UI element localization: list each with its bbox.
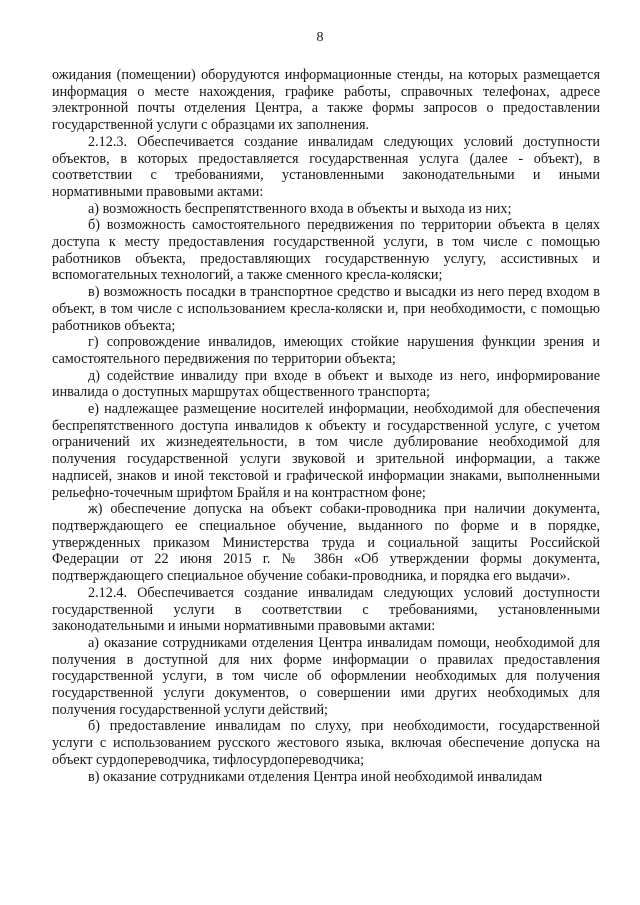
paragraph-continuation: ожидания (помещении) оборудуются информационные стенды, на которых размещается информация о месте нахождения, графике работы, справочных телефонах, адресе электронной почты отделения Центра, а также формы запросов о предоставлении государственной услуги с образцами их заполнения. [52, 67, 600, 134]
list-item-e: е) надлежащее размещение носителей информации, необходимой для обеспечения беспрепятственного доступа инвалидов к объекту и государственной услуге, с учетом ограничений их жизнедеятельности, в том числе дублирование необходимой для получения государственной услуги звуковой и зрительной информации, а также надписей, знаков и иной текстовой и графической информации знаками, выполненными рельефно-точечным шрифтом Брайля и на контрастном фоне; [52, 401, 600, 501]
list-item-a: а) возможность беспрепятственного входа в объекты и выхода из них; [88, 200, 512, 217]
list-item-a-2: а) оказание сотрудниками отделения Центра инвалидам помощи, необходимой для получения в доступной для них форме информации о правилах предоставления государственной услуги, в том числе об оформлении необходимых для получения государственной услуги документов, о совершении ими других необходимых для получения государственной услуги действий; [52, 634, 600, 718]
paragraph-2-12-4: 2.12.4. Обеспечивается создание инвалидам следующих условий доступности государственной услуги в соответствии с требованиями, установленными законодательными и иными нормативными правовыми актами: [52, 584, 600, 635]
list-item-v-2: в) оказание сотрудниками отделения Центра иной необходимой инвалидам [88, 768, 543, 785]
paragraph-2-12-3: 2.12.3. Обеспечивается создание инвалидам следующих условий доступности объектов, в которых предоставляется государственная услуга (далее - объект), в соответствии с требованиями, установленными законодательными и иными нормативными правовыми актами: [52, 133, 600, 200]
list-item-g: г) сопровождение инвалидов, имеющих стойкие нарушения функции зрения и самостоятельного передвижения по территории объекта; [52, 334, 600, 367]
list-item-b-2: б) предоставление инвалидам по слуху, при необходимости, государственной услуги с использованием русского жестового языка, включая обеспечение допуска на объект сурдопереводчика, тифлосурдопереводчика; [52, 718, 600, 768]
document-body [52, 67, 600, 785]
list-item-v: в) возможность посадки в транспортное средство и высадки из него перед входом в объект, в том числе с использованием кресла-коляски и, при необходимости, с помощью работников объекта; [52, 284, 600, 334]
list-item-b: б) возможность самостоятельного передвижения по территории объекта в целях доступа к месту предоставления государственной услуги, в том числе с помощью работников объекта, предоставляющих государственную услугу, ассистивных и вспомогательных технологий, а также сменного кресла-коляски; [52, 217, 600, 284]
page-number: 8 [316, 30, 324, 45]
list-item-d: д) содействие инвалиду при входе в объект и выходе из него, информирование инвалида о доступных маршрутах общественного транспорта; [52, 367, 600, 401]
list-item-zh: ж) обеспечение допуска на объект собаки-проводника при наличии документа, подтверждающего ее специальное обучение, выданного по форме и в порядке, утвержденных приказом Министерства труда и социальной защиты Российской Федерации от 22 июня 2015 г. № 386н «Об утверждении формы документа, подтверждающего специальное обучение собаки-проводника, и порядка его выдачи». [52, 501, 600, 585]
